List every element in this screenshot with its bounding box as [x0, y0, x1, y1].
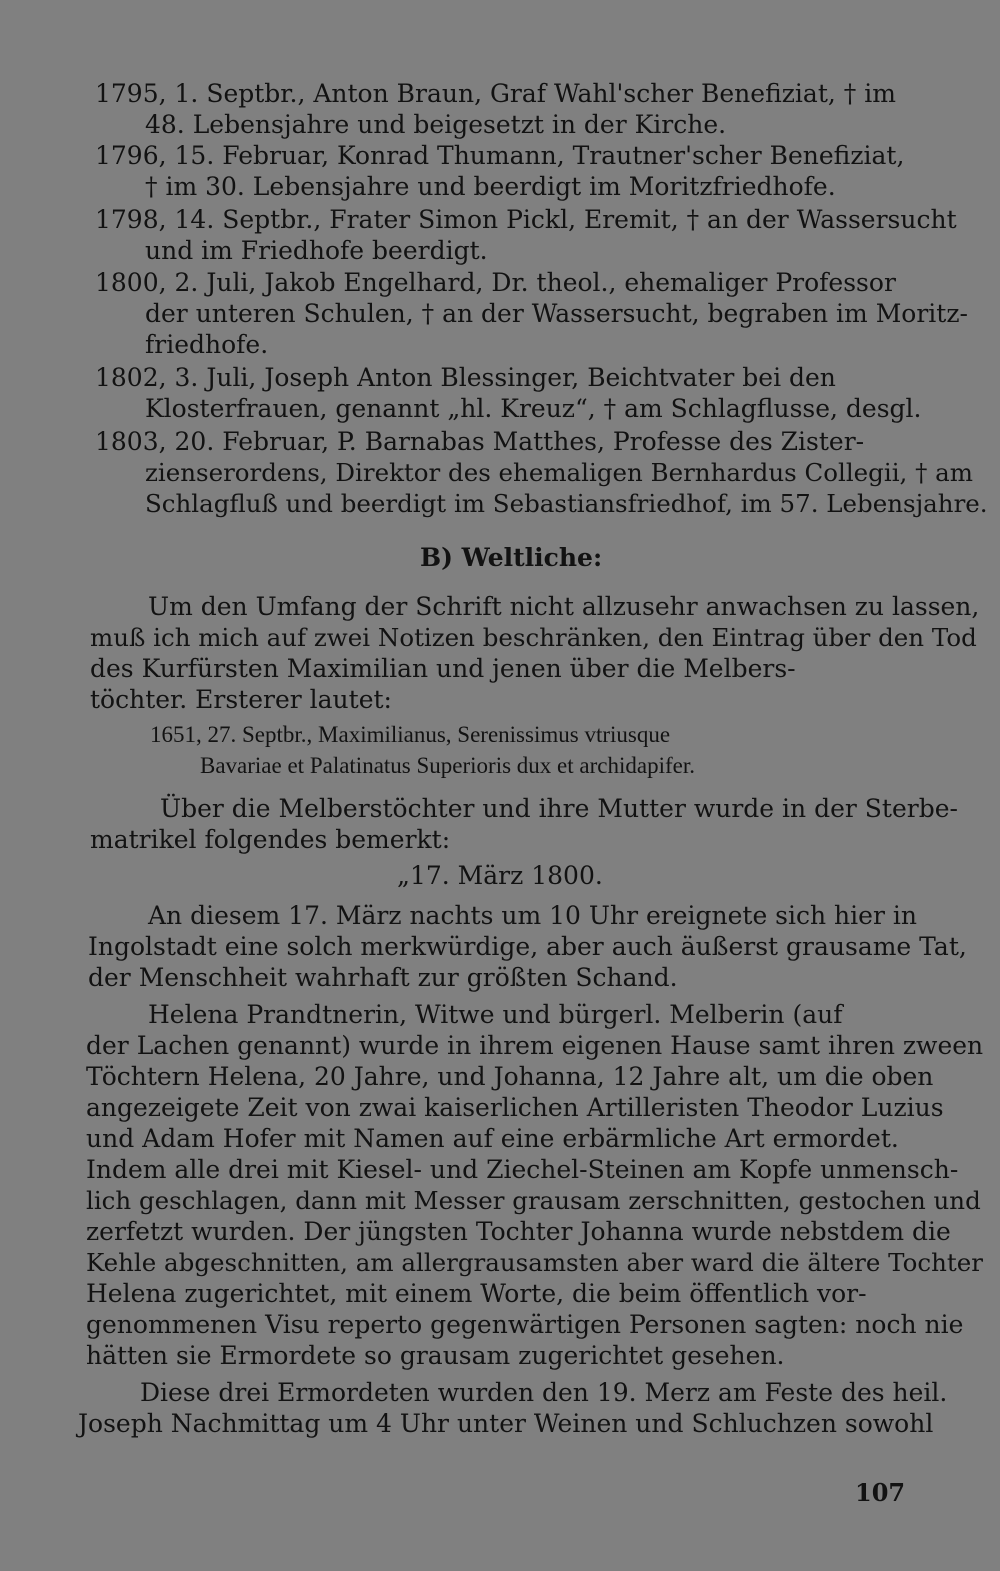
para2-line-12: hätten sie Ermordete so grausam zugerichtet gesehen.	[86, 1341, 785, 1370]
para2-line-8: zerfetzt wurden. Der jüngsten Tochter Johanna wurde nebstdem die	[86, 1217, 951, 1246]
para3-line-1: Diese drei Ermordeten wurden den 19. Merz am Feste des heil.	[140, 1378, 948, 1407]
para2-line-4: angezeigete Zeit von zwai kaiserlichen Artilleristen Theodor Luzius	[86, 1093, 944, 1122]
quote-line-1: 1651, 27. Septbr., Maximilianus, Serenissimus vtriusque	[150, 722, 671, 747]
entry-1798-line-1: 1798, 14. Septbr., Frater Simon Pickl, Eremit, † an der Wassersucht	[95, 205, 957, 234]
intro-line-1: Um den Umfang der Schrift nicht allzusehr anwachsen zu lassen,	[148, 592, 980, 621]
entry-1800-line-1: 1800, 2. Juli, Jakob Engelhard, Dr. theol., ehemaliger Professor	[95, 268, 896, 297]
para2-line-10: Helena zugerichtet, mit einem Worte, die beim öffentlich vor-	[86, 1279, 867, 1308]
para2-line-2: der Lachen genannt) wurde in ihrem eigenen Hause samt ihren zween	[86, 1031, 984, 1060]
entry-1803-line-1: 1803, 20. Februar, P. Barnabas Matthes, Professe des Zister-	[95, 427, 865, 456]
entry-1796-line-2: † im 30. Lebensjahre und beerdigt im Moritzfriedhofe.	[145, 172, 836, 201]
page-number: 107	[855, 1478, 906, 1507]
para3-line-2: Joseph Nachmittag um 4 Uhr unter Weinen und Schluchzen sowohl	[78, 1409, 934, 1438]
entry-1796-line-1: 1796, 15. Februar, Konrad Thumann, Trautner'scher Benefiziat,	[95, 141, 905, 170]
para2-line-11: genommenen Visu reperto gegenwärtigen Personen sagten: noch nie	[86, 1310, 964, 1339]
intro-line-4: töchter. Ersterer lautet:	[90, 685, 392, 714]
entry-1802-line-2: Klosterfrauen, genannt „hl. Kreuz“, † am Schlagflusse, desgl.	[145, 394, 922, 423]
entry-1802-line-1: 1802, 3. Juli, Joseph Anton Blessinger, Beichtvater bei den	[95, 363, 836, 392]
section-heading: B) Weltliche:	[420, 543, 603, 572]
entry-1795-line-1: 1795, 1. Septbr., Anton Braun, Graf Wahl'scher Benefiziat, † im	[95, 79, 896, 108]
para2-line-7: lich geschlagen, dann mit Messer grausam zerschnitten, gestochen und	[86, 1186, 981, 1215]
melber-line-1: Über die Melberstöchter und ihre Mutter wurde in der Sterbe-	[160, 794, 958, 823]
para1-line-1: An diesem 17. März nachts um 10 Uhr ereignete sich hier in	[148, 901, 917, 930]
para2-line-3: Töchtern Helena, 20 Jahre, und Johanna, 12 Jahre alt, um die oben	[86, 1062, 934, 1091]
entry-1795-line-2: 48. Lebensjahre und beigesetzt in der Kirche.	[145, 110, 727, 139]
date-line: „17. März 1800.	[397, 861, 603, 890]
melber-line-2: matrikel folgendes bemerkt:	[90, 825, 451, 854]
intro-line-3: des Kurfürsten Maximilian und jenen über die Melbers-	[90, 654, 796, 683]
entry-1800-line-3: friedhofe.	[145, 330, 269, 359]
entry-1798-line-2: und im Friedhofe beerdigt.	[145, 236, 488, 265]
para1-line-2: Ingolstadt eine solch merkwürdige, aber auch äußerst grausame Tat,	[88, 932, 967, 961]
para2-line-6: Indem alle drei mit Kiesel- und Ziechel-Steinen am Kopfe unmensch-	[86, 1155, 959, 1184]
para2-line-5: und Adam Hofer mit Namen auf eine erbärmliche Art ermordet.	[86, 1124, 899, 1153]
entry-1803-line-2: zienserordens, Direktor des ehemaligen Bernhardus Collegii, † am	[145, 458, 973, 487]
quote-line-2: Bavariae et Palatinatus Superioris dux et archidapifer.	[200, 753, 695, 778]
entry-1803-line-3: Schlagfluß und beerdigt im Sebastiansfriedhof, im 57. Lebensjahre.	[145, 489, 988, 518]
para2-line-9: Kehle abgeschnitten, am allergrausamsten aber ward die ältere Tochter	[86, 1248, 983, 1277]
para2-line-1: Helena Prandtnerin, Witwe und bürgerl. Melberin (auf	[148, 1000, 843, 1029]
para1-line-3: der Menschheit wahrhaft zur größten Schand.	[88, 963, 678, 992]
intro-line-2: muß ich mich auf zwei Notizen beschränken, den Eintrag über den Tod	[90, 623, 977, 652]
entry-1800-line-2: der unteren Schulen, † an der Wassersucht, begraben im Moritz-	[145, 299, 968, 328]
